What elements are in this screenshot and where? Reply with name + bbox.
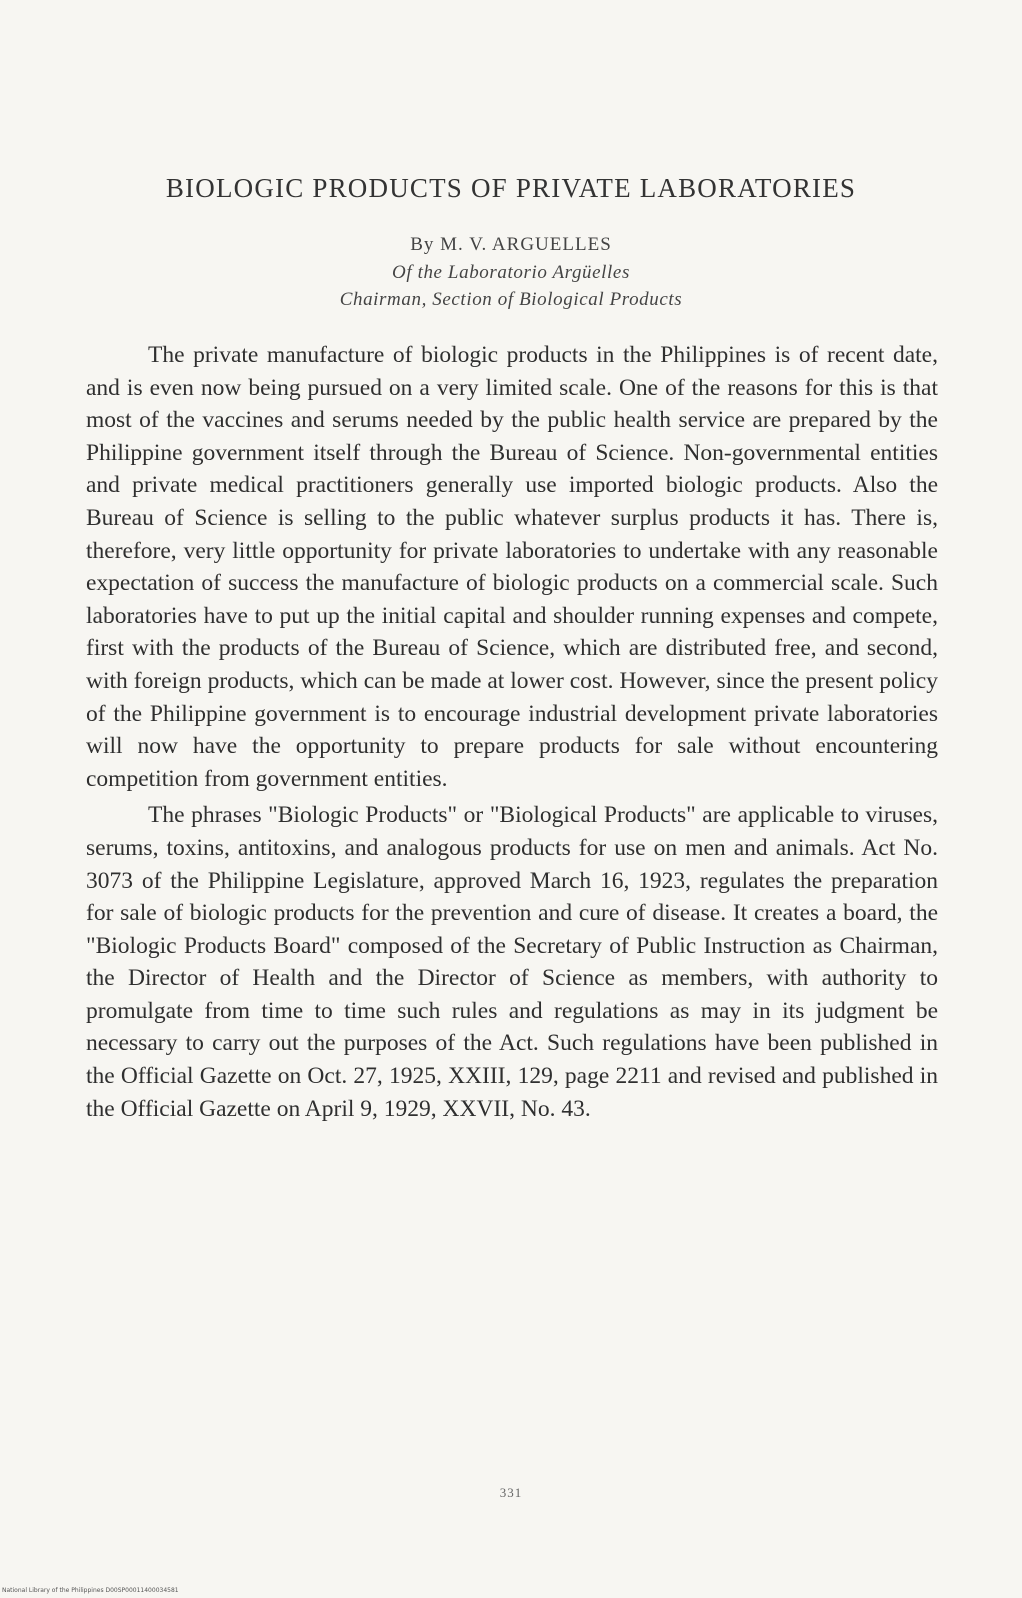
- author-affiliation: Of the Laboratorio Argüelles: [392, 262, 630, 283]
- page-number: 331: [499, 1485, 523, 1500]
- paragraph: The private manufacture of biologic products in the Philippines is of recent date, and is even now being pursued on a very limited scale. One of the reasons for this is that most of the vaccines and serums needed by the public health service are prepared by the Philippine government itself through the Bureau of Science. Non-governmental entities and private medical practitioners generally use imported biologic products. Also the Bureau of Science is selling to the public whatever surplus products it has. There is, therefore, very little opportunity for private laboratories to undertake with any reasonable expectation of success the manufacture of biologic products on a commercial scale. Such laboratories have to put up the initial capital and shoulder running expenses and compete, first with the products of the Bureau of Science, which are distributed free, and second, with foreign products, which can be made at lower cost. However, since the present policy of the Philippine government is to encourage industrial development private laboratories will now have the opportunity to prepare products for sale without encountering competition from government entities.: [86, 342, 938, 792]
- author-position: Chairman, Section of Biological Products: [339, 289, 683, 310]
- author-byline: By M. V. ARGUELLES: [410, 234, 612, 255]
- article-body: [86, 339, 938, 1125]
- article-title: BIOLOGIC PRODUCTS OF PRIVATE LABORATORIES: [165, 173, 857, 203]
- paragraph: The phrases "Biologic Products" or "Biological Products" are applicable to viruses, serums, toxins, antitoxins, and analogous products for use on men and animals. Act No. 3073 of the Philippine Legislature, approved March 16, 1923, regulates the preparation for sale of biologic products for the prevention and cure of disease. It creates a board, the "Biologic Products Board" composed of the Secretary of Public Instruction as Chairman, the Director of Health and the Director of Science as members, with authority to promulgate from time to time such rules and regulations as may in its judgment be necessary to carry out the purposes of the Act. Such regulations have been published in the Official Gazette on Oct. 27, 1925, XXIII, 129, page 2211 and revised and published in the Official Gazette on April 9, 1929, XXVII, No. 43.: [86, 802, 938, 1122]
- library-stamp: National Library of the Philippines D00SP00011400034581: [2, 1587, 179, 1594]
